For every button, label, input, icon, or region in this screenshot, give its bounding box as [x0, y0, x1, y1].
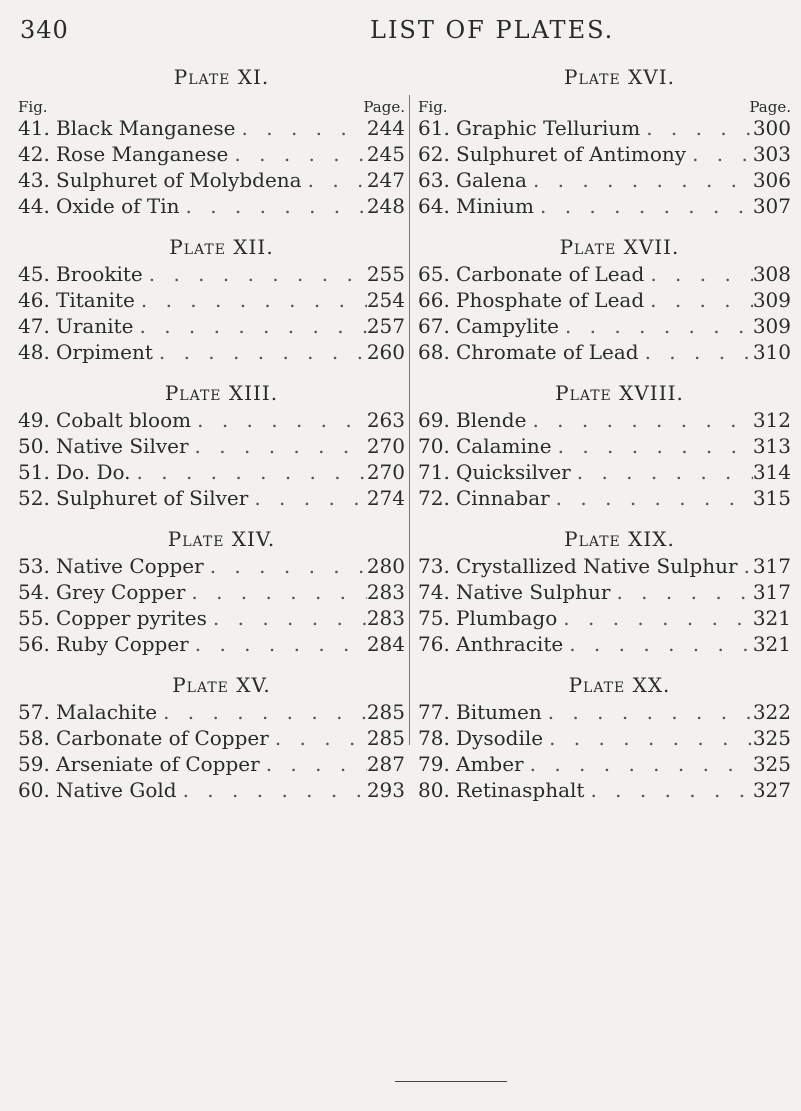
plate-entry: [18, 554, 405, 580]
mineral-name: Orpiment: [56, 340, 153, 364]
mineral-name: Cobalt bloom: [56, 408, 192, 432]
page-ref: 274: [366, 486, 405, 510]
mineral-name: Native Silver: [56, 434, 189, 458]
page-ref: 310: [752, 340, 791, 364]
figure-number: 67.: [418, 314, 450, 338]
plate-entry: [418, 606, 791, 632]
plate-entry: [18, 580, 405, 606]
page-number: 340: [20, 16, 69, 44]
page-ref: 257: [366, 314, 405, 338]
plate-entry: [18, 606, 405, 632]
leader-dots: [260, 752, 367, 776]
page-ref: 285: [366, 726, 405, 750]
plate-entry: [418, 314, 791, 340]
page-ref: 325: [752, 752, 791, 776]
page-ref: 306: [752, 168, 791, 192]
plate-entry: [418, 554, 791, 580]
leader-dots: [542, 700, 753, 724]
section-spacer: [418, 220, 791, 232]
leader-dots: [644, 262, 753, 286]
mineral-name: Chromate of Lead: [456, 340, 639, 364]
fig-heading: Fig.: [18, 98, 48, 116]
mineral-name: Ruby Copper: [56, 632, 189, 656]
plate-entry: [418, 486, 791, 512]
leader-dots: [248, 486, 366, 510]
fig-page-header: [418, 96, 791, 116]
section-spacer: [418, 658, 791, 670]
plate-entry: [18, 142, 405, 168]
mineral-name: Bitumen: [456, 700, 542, 724]
bottom-rule: [395, 1081, 507, 1082]
mineral-name: Amber: [456, 752, 524, 776]
leader-dots: [686, 142, 753, 166]
plate-entry: [418, 434, 791, 460]
mineral-name: Campylite: [456, 314, 559, 338]
figure-number: 64.: [418, 194, 450, 218]
plate-entry: [418, 116, 791, 142]
figure-number: 70.: [418, 434, 450, 458]
page-ref: 303: [752, 142, 791, 166]
leader-dots: [189, 632, 367, 656]
column-divider: [409, 95, 410, 745]
mineral-name: Calamine: [456, 434, 552, 458]
mineral-name: Copper pyrites: [56, 606, 207, 630]
leader-dots: [207, 606, 367, 630]
page-ref: 260: [366, 340, 405, 364]
plate-section: [18, 62, 405, 220]
page-ref: 314: [752, 460, 791, 484]
mineral-name: Do. Do.: [56, 460, 131, 484]
plate-section: [418, 512, 791, 658]
page-ref: 321: [752, 606, 791, 630]
figure-number: 59.: [18, 752, 50, 776]
page-ref: 283: [366, 580, 405, 604]
figure-number: 61.: [418, 116, 450, 140]
mineral-name: Blende: [456, 408, 527, 432]
figure-number: 52.: [18, 486, 50, 510]
plate-section: [18, 512, 405, 658]
leader-dots: [527, 168, 753, 192]
leader-dots: [559, 314, 753, 338]
mineral-name: Anthracite: [456, 632, 564, 656]
plate-entry: [418, 580, 791, 606]
leader-dots: [563, 632, 753, 656]
page-ref: 322: [752, 700, 791, 724]
plate-entry: [418, 340, 791, 366]
page-ref: 245: [366, 142, 405, 166]
plate-entry: [18, 314, 405, 340]
page-ref: 313: [752, 434, 791, 458]
page-ref: 312: [752, 408, 791, 432]
leader-dots: [644, 288, 753, 312]
plate-entry: [18, 460, 405, 486]
mineral-name: Uranite: [56, 314, 134, 338]
plate-title: Plate XI.: [173, 65, 270, 89]
mineral-name: Carbonate of Copper: [56, 726, 269, 750]
leader-dots: [610, 580, 752, 604]
leader-dots: [191, 408, 367, 432]
leader-dots: [640, 116, 753, 140]
page-ref: 307: [752, 194, 791, 218]
mineral-name: Sulphuret of Molybdena: [56, 168, 302, 192]
right-column: [418, 62, 791, 804]
mineral-name: Titanite: [56, 288, 135, 312]
leader-dots: [534, 194, 753, 218]
leader-dots: [543, 726, 753, 750]
page-ref: 325: [752, 726, 791, 750]
mineral-name: Malachite: [56, 700, 158, 724]
plate-entry: [418, 262, 791, 288]
page-ref: 309: [752, 314, 791, 338]
page-ref: 254: [366, 288, 405, 312]
plate-entry: [418, 142, 791, 168]
page-heading: Page.: [749, 98, 791, 116]
figure-number: 50.: [18, 434, 50, 458]
plate-entry: [18, 700, 405, 726]
leader-dots: [228, 142, 366, 166]
leader-dots: [302, 168, 367, 192]
plate-entry: [418, 632, 791, 658]
mineral-name: Sulphuret of Silver: [56, 486, 249, 510]
plate-entry: [418, 726, 791, 752]
figure-number: 46.: [18, 288, 50, 312]
leader-dots: [204, 554, 367, 578]
page-ref: 270: [366, 460, 405, 484]
plate-entry: [18, 752, 405, 778]
figure-number: 78.: [418, 726, 450, 750]
leader-dots: [526, 408, 752, 432]
page-ref: 263: [366, 408, 405, 432]
page-ref: 317: [752, 554, 791, 578]
figure-number: 65.: [418, 262, 450, 286]
figure-number: 60.: [18, 778, 50, 802]
figure-number: 58.: [18, 726, 50, 750]
plate-section: [18, 366, 405, 512]
mineral-name: Galena: [456, 168, 527, 192]
plate-entry: [18, 288, 405, 314]
mineral-name: Sulphuret of Antimony: [456, 142, 687, 166]
plate-entry: [418, 460, 791, 486]
leader-dots: [157, 700, 367, 724]
leader-dots: [584, 778, 752, 802]
figure-number: 47.: [18, 314, 50, 338]
plate-entry: [418, 778, 791, 804]
mineral-name: Native Sulphur: [456, 580, 611, 604]
page-ref: 244: [366, 116, 405, 140]
plate-entry: [18, 726, 405, 752]
plate-title: Plate XII.: [169, 235, 274, 259]
figure-number: 73.: [418, 554, 450, 578]
page-ref: 270: [366, 434, 405, 458]
page-ref: 327: [752, 778, 791, 802]
page-heading: Page.: [363, 98, 405, 116]
leader-dots: [177, 778, 367, 802]
plate-title: Plate XIII.: [164, 381, 279, 405]
figure-number: 72.: [418, 486, 450, 510]
plate-section: [18, 220, 405, 366]
page-ref: 283: [366, 606, 405, 630]
figure-number: 66.: [418, 288, 450, 312]
plate-title: Plate XX.: [568, 673, 671, 697]
plate-entry: [418, 752, 791, 778]
mineral-name: Grey Copper: [56, 580, 186, 604]
plate-title: Plate XV.: [172, 673, 271, 697]
page-ref: 300: [752, 116, 791, 140]
figure-number: 77.: [418, 700, 450, 724]
figure-number: 53.: [18, 554, 50, 578]
figure-number: 49.: [18, 408, 50, 432]
figure-number: 62.: [418, 142, 450, 166]
figure-number: 42.: [18, 142, 50, 166]
mineral-name: Graphic Tellurium: [456, 116, 641, 140]
figure-number: 69.: [418, 408, 450, 432]
plate-entry: [18, 486, 405, 512]
page-ref: 317: [752, 580, 791, 604]
page-ref: 285: [366, 700, 405, 724]
page-ref: 287: [366, 752, 405, 776]
mineral-name: Native Gold: [56, 778, 177, 802]
mineral-name: Crystallized Native Sulphur: [456, 554, 738, 578]
leader-dots: [143, 262, 367, 286]
running-title: LIST OF PLATES.: [370, 16, 615, 44]
leader-dots: [524, 752, 753, 776]
plate-entry: [18, 194, 405, 220]
plate-title: Plate XIV.: [167, 527, 276, 551]
section-spacer: [418, 512, 791, 524]
leader-dots: [135, 288, 367, 312]
plate-entry: [418, 168, 791, 194]
page-ref: 280: [366, 554, 405, 578]
mineral-name: Brookite: [56, 262, 143, 286]
mineral-name: Carbonate of Lead: [456, 262, 645, 286]
leader-dots: [557, 606, 753, 630]
mineral-name: Quicksilver: [456, 460, 571, 484]
page-ref: 255: [366, 262, 405, 286]
mineral-name: Black Manganese: [56, 116, 236, 140]
mineral-name: Retinasphalt: [456, 778, 585, 802]
plate-entry: [18, 408, 405, 434]
page-ref: 247: [366, 168, 405, 192]
figure-number: 63.: [418, 168, 450, 192]
page-ref: 248: [366, 194, 405, 218]
page-ref: 309: [752, 288, 791, 312]
figure-number: 56.: [18, 632, 50, 656]
plate-entry: [18, 340, 405, 366]
mineral-name: Minium: [456, 194, 534, 218]
plate-entry: [418, 408, 791, 434]
leader-dots: [180, 194, 367, 218]
figure-number: 75.: [418, 606, 450, 630]
plate-title: Plate XVII.: [559, 235, 680, 259]
plate-entry: [18, 116, 405, 142]
mineral-name: Dysodile: [456, 726, 544, 750]
figure-number: 57.: [18, 700, 50, 724]
section-spacer: [18, 366, 405, 378]
figure-number: 68.: [418, 340, 450, 364]
leader-dots: [134, 314, 367, 338]
left-column: [18, 62, 405, 804]
mineral-name: Native Copper: [56, 554, 204, 578]
leader-dots: [738, 554, 753, 578]
mineral-name: Oxide of Tin: [56, 194, 180, 218]
leader-dots: [571, 460, 753, 484]
plate-entry: [418, 700, 791, 726]
page-ref: 321: [752, 632, 791, 656]
plate-section: [418, 366, 791, 512]
figure-number: 45.: [18, 262, 50, 286]
page-ref: 284: [366, 632, 405, 656]
figure-number: 51.: [18, 460, 50, 484]
leader-dots: [552, 434, 753, 458]
plate-entry: [418, 288, 791, 314]
fig-page-header: [18, 96, 405, 116]
figure-number: 48.: [18, 340, 50, 364]
leader-dots: [131, 460, 367, 484]
figure-number: 55.: [18, 606, 50, 630]
section-spacer: [18, 220, 405, 232]
figure-number: 76.: [418, 632, 450, 656]
leader-dots: [189, 434, 367, 458]
page-ref: 293: [366, 778, 405, 802]
plate-title: Plate XVI.: [564, 65, 675, 89]
leader-dots: [269, 726, 367, 750]
figure-number: 71.: [418, 460, 450, 484]
leader-dots: [639, 340, 753, 364]
page-ref: 308: [752, 262, 791, 286]
plate-section: [418, 62, 791, 220]
plate-entry: [18, 632, 405, 658]
section-spacer: [18, 658, 405, 670]
figure-number: 54.: [18, 580, 50, 604]
fig-heading: Fig.: [418, 98, 448, 116]
mineral-name: Phosphate of Lead: [456, 288, 645, 312]
figure-number: 79.: [418, 752, 450, 776]
plate-entry: [18, 778, 405, 804]
section-spacer: [18, 512, 405, 524]
leader-dots: [236, 116, 367, 140]
plate-entry: [418, 194, 791, 220]
plate-section: [418, 220, 791, 366]
leader-dots: [550, 486, 753, 510]
figure-number: 74.: [418, 580, 450, 604]
mineral-name: Rose Manganese: [56, 142, 229, 166]
plate-entry: [18, 262, 405, 288]
mineral-name: Arseniate of Copper: [56, 752, 260, 776]
section-spacer: [418, 366, 791, 378]
mineral-name: Cinnabar: [456, 486, 550, 510]
figure-number: 44.: [18, 194, 50, 218]
figure-number: 80.: [418, 778, 450, 802]
plate-entry: [18, 168, 405, 194]
plate-title: Plate XVIII.: [555, 381, 684, 405]
figure-number: 43.: [18, 168, 50, 192]
leader-dots: [153, 340, 367, 364]
plate-section: [418, 658, 791, 804]
page-ref: 315: [752, 486, 791, 510]
leader-dots: [185, 580, 366, 604]
figure-number: 41.: [18, 116, 50, 140]
mineral-name: Plumbago: [456, 606, 558, 630]
plate-title: Plate XIX.: [564, 527, 675, 551]
plate-section: [18, 658, 405, 804]
plate-entry: [18, 434, 405, 460]
